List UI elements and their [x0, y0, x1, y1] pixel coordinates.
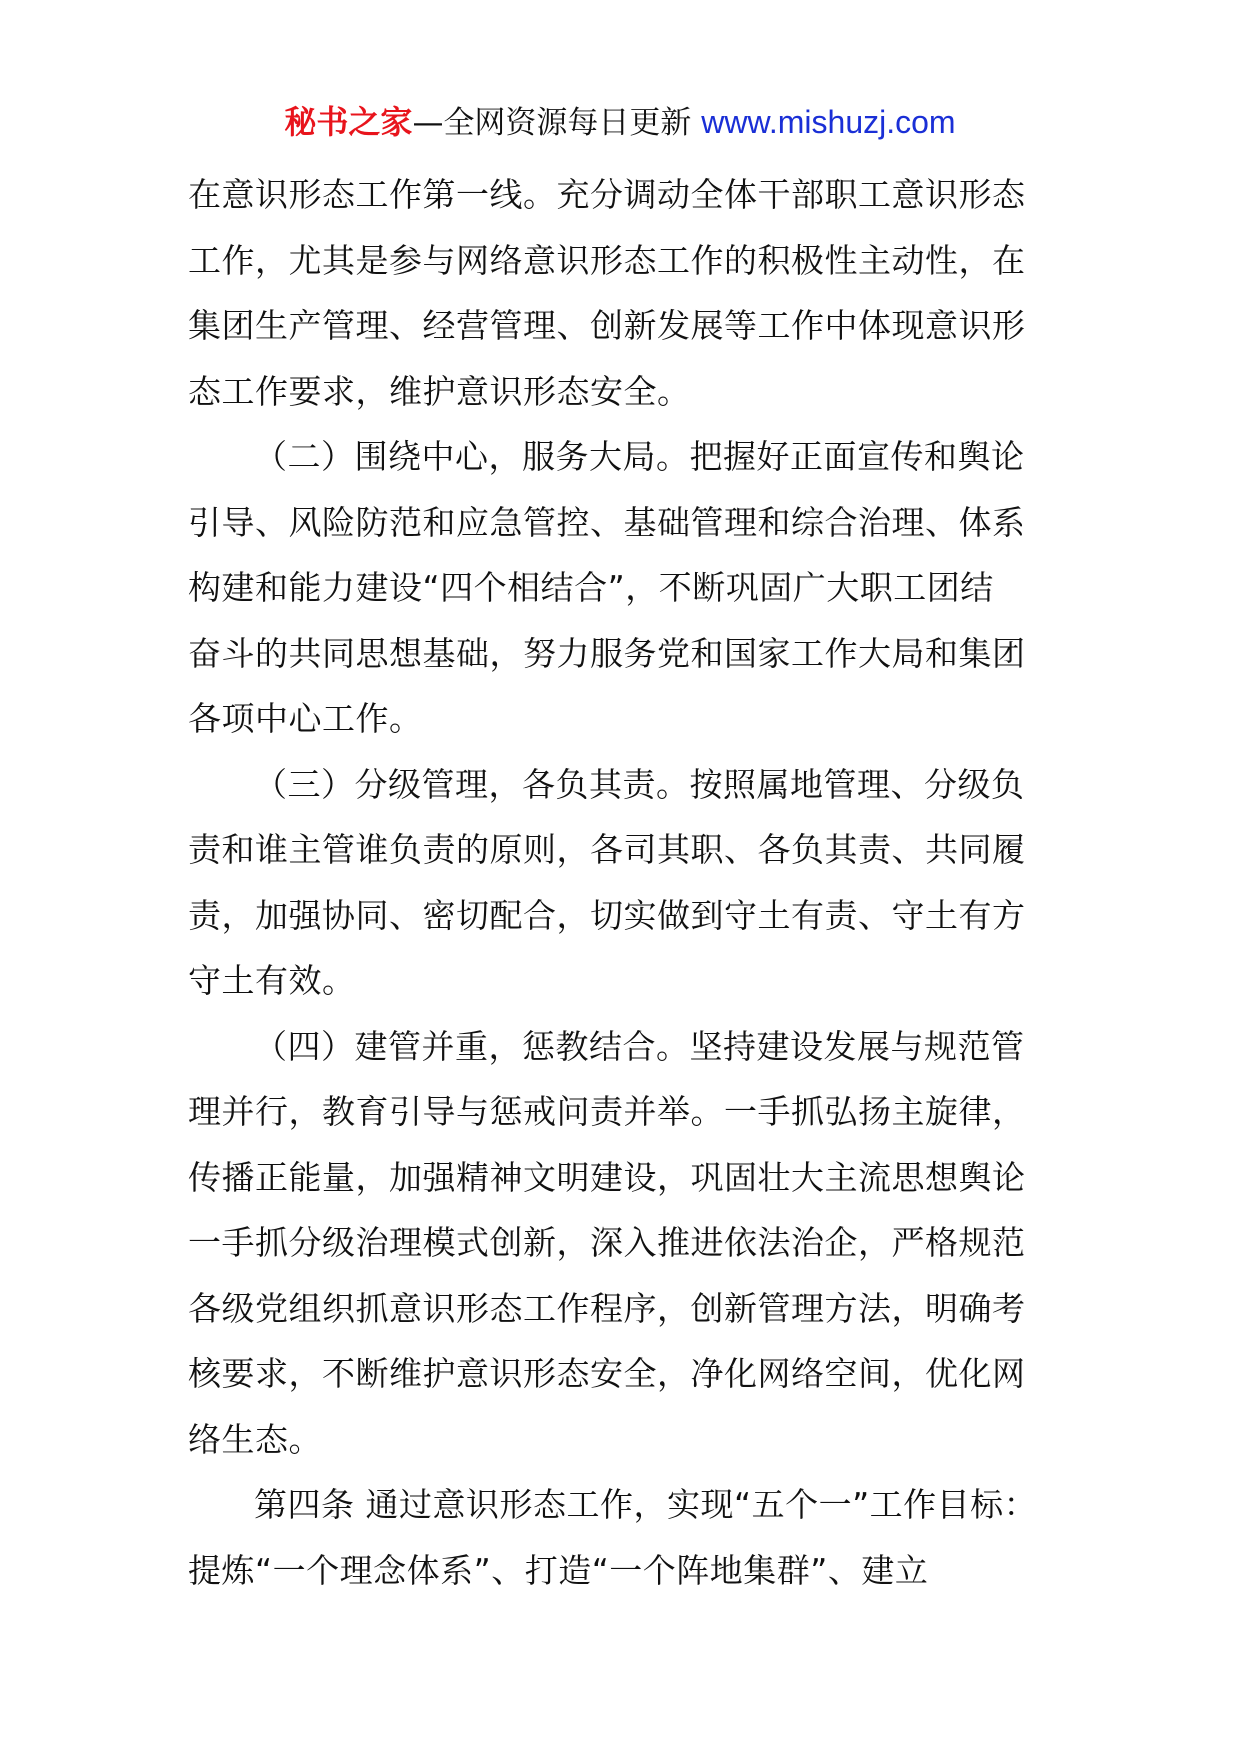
- header-tagline: —全网资源每日更新: [412, 105, 702, 141]
- text-line: 提炼“一个理念体系”、打造“一个阵地集群”、建立: [188, 1550, 929, 1590]
- text-line: 态工作要求，维护意识形态安全。: [188, 371, 691, 411]
- brand-name: 秘书之家: [284, 103, 413, 141]
- article-heading: 第四条 通过意识形态工作，实现“五个一”工作目标：: [254, 1485, 1038, 1524]
- text-line: 守土有效。: [188, 961, 356, 1000]
- document-body: [188, 162, 1068, 1603]
- text-line: 责，加强协同、密切配合，切实做到守土有责、守土有方: [188, 895, 1026, 935]
- website-url[interactable]: www.mishuzj.com: [701, 104, 956, 140]
- text-line: 核要求，不断维护意识形态安全，净化网络空间，优化网: [188, 1354, 1026, 1393]
- paragraph-start: （四）建管并重，惩教结合。坚持建设发展与规范管: [254, 1026, 1025, 1066]
- text-line: 奋斗的共同思想基础，努力服务党和国家工作大局和集团: [188, 633, 1026, 673]
- text-line: 一手抓分级治理模式创新，深入推进依法治企，严格规范: [188, 1223, 1026, 1262]
- paragraph-start: （三）分级管理，各负其责。按照属地管理、分级负: [254, 764, 1025, 804]
- text-line: 责和谁主管谁负责的原则，各司其职、各负其责、共同履: [188, 830, 1026, 869]
- text-line: 传播正能量，加强精神文明建设，巩固壮大主流思想舆论: [188, 1157, 1026, 1197]
- text-line: 各项中心工作。: [188, 699, 423, 738]
- text-line: 引导、风险防范和应急管控、基础管理和综合治理、体系: [188, 502, 1026, 542]
- text-line: 各级党组织抓意识形态工作程序，创新管理方法，明确考: [188, 1288, 1026, 1328]
- text-line: 理并行，教育引导与惩戒问责并举。一手抓弘扬主旋律，: [188, 1092, 1026, 1131]
- text-line: 络生态。: [188, 1419, 322, 1459]
- text-line: 构建和能力建设“四个相结合”，不断巩固广大职工团结: [188, 568, 994, 607]
- page-header: [0, 98, 1240, 147]
- text-line: 工作，尤其是参与网络意识形态工作的积极性主动性，在: [188, 240, 1026, 280]
- paragraph-start: （二）围绕中心，服务大局。把握好正面宣传和舆论: [254, 437, 1025, 476]
- text-line: 集团生产管理、经营管理、创新发展等工作中体现意识形: [188, 306, 1026, 345]
- text-line: 在意识形态工作第一线。充分调动全体干部职工意识形态: [188, 175, 1026, 214]
